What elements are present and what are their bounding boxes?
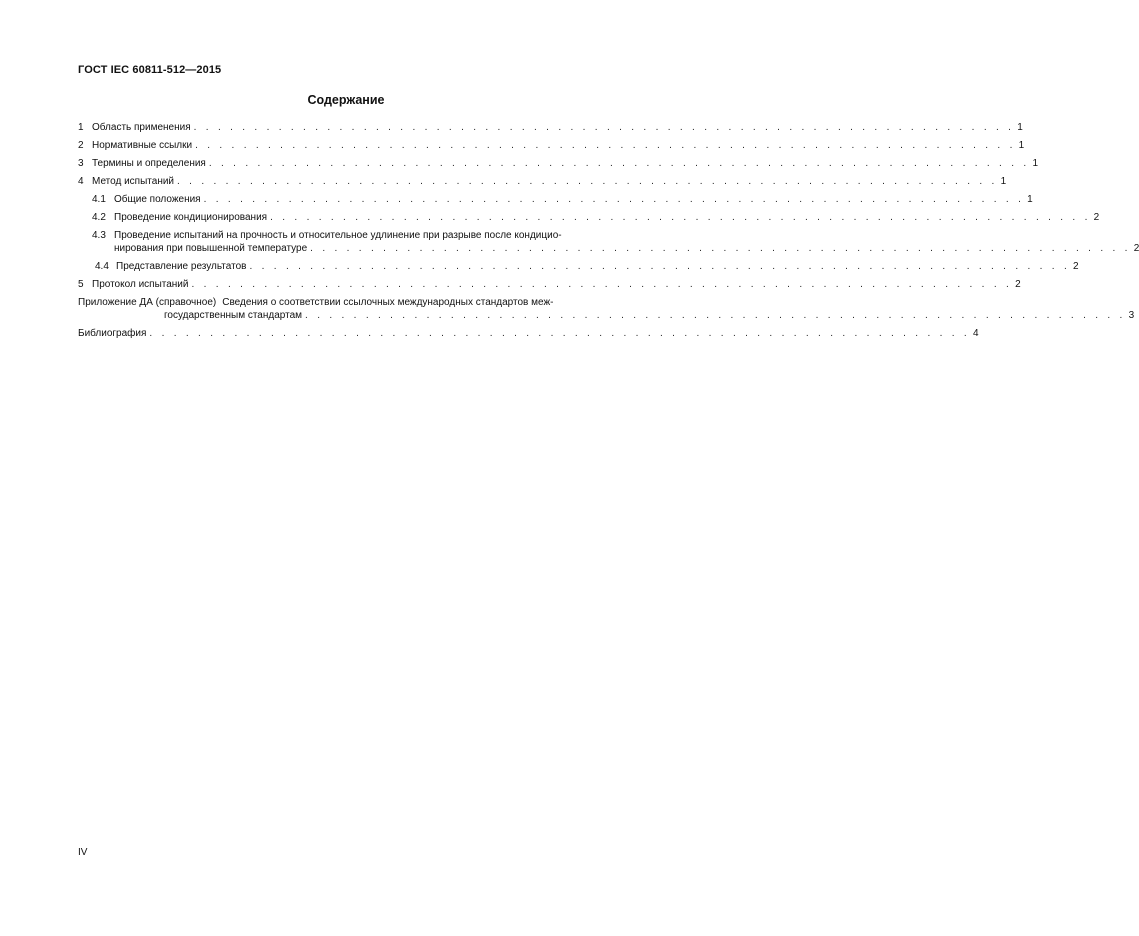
toc-entry-page: 1 <box>1027 194 1033 205</box>
dot-leader: . . . . . . . . . . . . . . . . . . . . . . . . . . . . . . . . . . . . . . . . . . . . . . . . . . . . . . . . . . . . . . . . . . . . <box>203 194 1025 205</box>
toc-entry-bibliography[interactable] <box>78 327 979 340</box>
toc-entry-text: Нормативные ссылки <box>92 140 193 151</box>
toc-entry-4-3[interactable] <box>78 229 1139 255</box>
dot-leader: . . . . . . . . . . . . . . . . . . . . . . . . . . . . . . . . . . . . . . . . . . . . . . . . . . . . . . . . . . . . . . . . . . . . <box>195 140 1016 151</box>
dot-leader: . . . . . . . . . . . . . . . . . . . . . . . . . . . . . . . . . . . . . . . . . . . . . . . . . . . . . . . . . . . . . . . . . . . . <box>193 122 1015 133</box>
dot-leader: . . . . . . . . . . . . . . . . . . . . . . . . . . . . . . . . . . . . . . . . . . . . . . . . . . . . . . . . . . . . . . . . . . . . <box>149 328 970 339</box>
toc-entry-number: 4.4 <box>95 261 109 272</box>
toc-entry-number: 3 <box>78 158 84 169</box>
table-of-contents <box>78 121 1139 345</box>
toc-entry-number: 4.2 <box>92 212 106 223</box>
toc-entry-number: 4.3 <box>92 230 106 241</box>
toc-entry-3[interactable] <box>78 157 1038 170</box>
dot-leader: . . . . . . . . . . . . . . . . . . . . . . . . . . . . . . . . . . . . . . . . . . . . . . . . . . . . . . . . . . . . . . . . . . . . <box>191 279 1013 290</box>
toc-entry-page: 4 <box>973 328 979 339</box>
toc-entry-text-line1: Проведение испытаний на прочность и относительное удлинение при разрыве после кондицио- <box>114 230 562 241</box>
dot-leader: . . . . . . . . . . . . . . . . . . . . . . . . . . . . . . . . . . . . . . . . . . . . . . . . . . . . . . . . . . . . . . . . . . . . <box>249 261 1071 272</box>
toc-entry-4-2[interactable] <box>78 211 1100 224</box>
toc-entry-text: Представление результатов <box>116 261 247 272</box>
toc-entry-number: 2 <box>78 140 84 151</box>
toc-entry-text: Метод испытаний <box>92 176 175 187</box>
toc-entry-text-line1: Сведения о соответствии ссылочных международных стандартов меж- <box>222 297 554 308</box>
dot-leader: . . . . . . . . . . . . . . . . . . . . . . . . . . . . . . . . . . . . . . . . . . . . . . . . . . . . . . . . . . . . . . . . . . . . <box>270 212 1091 223</box>
toc-entry-text-line2: нирования при повышенной температуре <box>114 243 308 254</box>
dot-leader: . . . . . . . . . . . . . . . . . . . . . . . . . . . . . . . . . . . . . . . . . . . . . . . . . . . . . . . . . . . . . . . . . . . . <box>305 310 1126 321</box>
toc-entry-page: 1 <box>1032 158 1038 169</box>
toc-entry-page: 1 <box>1000 176 1007 187</box>
toc-entry-page: 2 <box>1133 243 1139 254</box>
toc-entry-page: 2 <box>1093 212 1100 223</box>
toc-entry-1[interactable] <box>78 121 1023 134</box>
toc-entry-4-4[interactable] <box>78 260 1079 273</box>
toc-entry-4-1[interactable] <box>78 193 1033 206</box>
dot-leader: . . . . . . . . . . . . . . . . . . . . . . . . . . . . . . . . . . . . . . . . . . . . . . . . . . . . . . . . . . . . . . . . . . . . <box>208 158 1030 169</box>
appendix-prefix: Приложение ДА (справочное) <box>78 297 217 308</box>
toc-entry-text: Библиография <box>78 328 147 339</box>
dot-leader: . . . . . . . . . . . . . . . . . . . . . . . . . . . . . . . . . . . . . . . . . . . . . . . . . . . . . . . . . . . . . . . . . . . . <box>177 176 998 187</box>
toc-title: Содержание <box>307 93 385 107</box>
toc-entry-text: Общие положения <box>114 194 201 205</box>
toc-entry-text: Протокол испытаний <box>92 279 189 290</box>
toc-entry-2[interactable] <box>78 139 1025 152</box>
toc-entry-page: 1 <box>1017 122 1023 133</box>
toc-entry-text: Термины и определения <box>92 158 206 169</box>
toc-entry-text: Область применения <box>92 122 191 133</box>
toc-entry-5[interactable] <box>78 278 1021 291</box>
toc-entry-number: 1 <box>78 122 84 133</box>
toc-entry-page: 2 <box>1073 261 1079 272</box>
toc-entry-text: Проведение кондиционирования <box>114 212 268 223</box>
toc-entry-page: 1 <box>1018 140 1025 151</box>
toc-entry-page: 3 <box>1128 310 1135 321</box>
toc-entry-page: 2 <box>1015 279 1021 290</box>
toc-entry-4[interactable] <box>78 175 1007 188</box>
toc-entry-number: 4 <box>78 176 84 187</box>
dot-leader: . . . . . . . . . . . . . . . . . . . . . . . . . . . . . . . . . . . . . . . . . . . . . . . . . . . . . . . . . . . . . . . . . . . . <box>310 243 1131 254</box>
toc-entry-number: 5 <box>78 279 84 290</box>
page-number: IV <box>78 847 88 858</box>
document-code: ГОСТ IEC 60811-512—2015 <box>78 64 222 76</box>
toc-entry-number: 4.1 <box>92 194 106 205</box>
toc-entry-appendix-da[interactable] <box>78 296 1135 322</box>
toc-entry-text-line2: государственным стандартам <box>164 310 303 321</box>
